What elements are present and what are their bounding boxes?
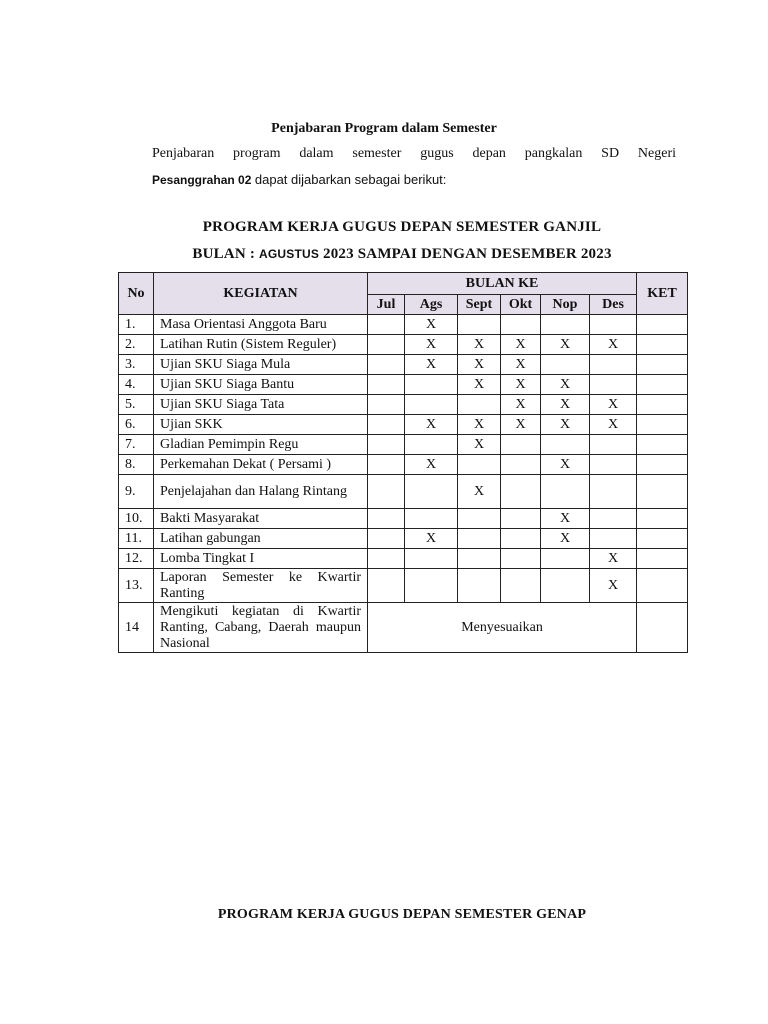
month-mark: X: [590, 395, 637, 415]
month-mark: X: [590, 415, 637, 435]
month-mark: [405, 549, 458, 569]
header-month: Nop: [541, 295, 590, 315]
table-row: [119, 355, 688, 375]
subtitle-period: [0, 246, 768, 263]
month-mark: [590, 475, 637, 509]
month-mark: [405, 475, 458, 509]
row-kegiatan: Penjelajahan dan Halang Rintang: [154, 475, 368, 509]
month-mark: X: [405, 415, 458, 435]
month-mark: [501, 455, 541, 475]
school-name: Pesanggrahan 02: [152, 173, 252, 187]
month-mark: [501, 569, 541, 603]
month-mark: X: [541, 415, 590, 435]
month-mark: [590, 435, 637, 455]
month-mark: [541, 475, 590, 509]
month-mark: [590, 529, 637, 549]
month-mark: [368, 435, 405, 455]
month-mark: [368, 529, 405, 549]
month-mark: [541, 549, 590, 569]
month-mark: [368, 395, 405, 415]
month-mark: X: [501, 395, 541, 415]
row-kegiatan: Laporan Semester ke Kwartir Ranting: [154, 569, 368, 603]
month-mark: [458, 529, 501, 549]
row-ket: [637, 549, 688, 569]
table-row: [119, 435, 688, 455]
month-mark: [590, 355, 637, 375]
month-mark: X: [405, 529, 458, 549]
header-month: Ags: [405, 295, 458, 315]
row-ket: [637, 415, 688, 435]
row-ket: [637, 355, 688, 375]
subtitle-prefix: BULAN :: [192, 246, 256, 262]
month-mark: [458, 549, 501, 569]
month-mark: [501, 549, 541, 569]
month-mark: X: [590, 549, 637, 569]
table-row: [119, 335, 688, 355]
month-mark: [405, 509, 458, 529]
month-mark: [501, 435, 541, 455]
header-month: Des: [590, 295, 637, 315]
row-number: 2.: [119, 335, 154, 355]
title-semester-ganjil: PROGRAM KERJA GUGUS DEPAN SEMESTER GANJIL: [202, 219, 602, 235]
table-row: [119, 549, 688, 569]
month-mark: X: [458, 475, 501, 509]
row-ket: [637, 375, 688, 395]
month-mark: X: [541, 395, 590, 415]
month-mark: [590, 315, 637, 335]
row-number: 12.: [119, 549, 154, 569]
intro-paragraph-line2: [152, 172, 446, 189]
row-ket: [637, 529, 688, 549]
row-ket: [637, 335, 688, 355]
row-kegiatan: Gladian Pemimpin Regu: [154, 435, 368, 455]
header-ket: KET: [637, 273, 688, 315]
month-mark: X: [501, 335, 541, 355]
month-mark: [368, 355, 405, 375]
row-number: 3.: [119, 355, 154, 375]
row-number: 7.: [119, 435, 154, 455]
month-mark: X: [501, 355, 541, 375]
month-mark: [368, 569, 405, 603]
row-ket: [637, 455, 688, 475]
row-kegiatan: Bakti Masyarakat: [154, 509, 368, 529]
table-row: [119, 395, 688, 415]
month-mark: [368, 375, 405, 395]
month-mark: [458, 395, 501, 415]
row-number: 11.: [119, 529, 154, 549]
month-mark: X: [541, 529, 590, 549]
month-mark: [501, 509, 541, 529]
subtitle-rest: 2023 SAMPAI DENGAN DESEMBER 2023: [323, 246, 612, 262]
row-ket: [637, 435, 688, 455]
table-row: [119, 455, 688, 475]
month-mark: [368, 549, 405, 569]
month-mark: [368, 475, 405, 509]
month-mark: [368, 415, 405, 435]
month-mark: [458, 455, 501, 475]
row-number: 4.: [119, 375, 154, 395]
row-merged-note: Menyesuaikan: [368, 603, 637, 653]
row-ket: [637, 395, 688, 415]
header-month: Okt: [501, 295, 541, 315]
table-body: [119, 315, 688, 653]
table-row: [119, 509, 688, 529]
month-mark: [541, 435, 590, 455]
month-mark: [458, 569, 501, 603]
row-ket: [637, 603, 688, 653]
table-row: [119, 569, 688, 603]
month-mark: [501, 529, 541, 549]
row-number: 14: [119, 603, 154, 653]
month-mark: [541, 355, 590, 375]
table-row: [119, 375, 688, 395]
month-mark: X: [590, 569, 637, 603]
month-mark: [405, 435, 458, 455]
row-kegiatan: Ujian SKU Siaga Bantu: [154, 375, 368, 395]
row-ket: [637, 475, 688, 509]
month-mark: X: [541, 375, 590, 395]
month-mark: [458, 509, 501, 529]
month-mark: [368, 509, 405, 529]
month-mark: [590, 455, 637, 475]
intro-paragraph-rest: dapat dijabarkan sebagai berikut:: [254, 172, 447, 187]
month-mark: X: [458, 415, 501, 435]
row-ket: [637, 509, 688, 529]
row-number: 8.: [119, 455, 154, 475]
row-number: 9.: [119, 475, 154, 509]
month-mark: [590, 375, 637, 395]
row-kegiatan: Latihan gabungan: [154, 529, 368, 549]
program-table: [118, 272, 688, 653]
title-semester-genap: PROGRAM KERJA GUGUS DEPAN SEMESTER GENAP: [217, 907, 587, 922]
month-mark: [405, 375, 458, 395]
row-number: 6.: [119, 415, 154, 435]
month-mark: X: [405, 355, 458, 375]
header-kegiatan: KEGIATAN: [154, 273, 368, 315]
month-mark: X: [405, 335, 458, 355]
month-mark: X: [458, 355, 501, 375]
subtitle-month-start: AGUSTUS: [258, 247, 320, 261]
intro-paragraph-line1: Penjabaran program dalam semester gugus depan pangkalan SD Negeri: [152, 146, 676, 161]
row-number: 13.: [119, 569, 154, 603]
month-mark: [368, 335, 405, 355]
header-month: Jul: [368, 295, 405, 315]
month-mark: [541, 315, 590, 335]
row-kegiatan: Mengikuti kegiatan di Kwartir Ranting, Cabang, Daerah maupun Nasional: [154, 603, 368, 653]
month-mark: X: [541, 455, 590, 475]
header-no: No: [119, 273, 154, 315]
table-row: [119, 475, 688, 509]
month-mark: X: [501, 415, 541, 435]
row-kegiatan: Perkemahan Dekat ( Persami ): [154, 455, 368, 475]
month-mark: X: [405, 315, 458, 335]
table-row: [119, 315, 688, 335]
month-mark: [501, 315, 541, 335]
month-mark: X: [405, 455, 458, 475]
month-mark: [368, 455, 405, 475]
month-mark: X: [458, 335, 501, 355]
row-kegiatan: Ujian SKU Siaga Mula: [154, 355, 368, 375]
row-kegiatan: Masa Orientasi Anggota Baru: [154, 315, 368, 335]
table-row: [119, 529, 688, 549]
row-ket: [637, 315, 688, 335]
row-number: 1.: [119, 315, 154, 335]
month-mark: [590, 509, 637, 529]
row-number: 5.: [119, 395, 154, 415]
month-mark: X: [501, 375, 541, 395]
month-mark: X: [541, 335, 590, 355]
row-kegiatan: Latihan Rutin (Sistem Reguler): [154, 335, 368, 355]
month-mark: X: [541, 509, 590, 529]
table-row-14: [119, 603, 688, 653]
row-ket: [637, 569, 688, 603]
table-row: [119, 415, 688, 435]
row-kegiatan: Ujian SKU Siaga Tata: [154, 395, 368, 415]
month-mark: [541, 569, 590, 603]
header-bulan-ke: BULAN KE: [368, 273, 637, 295]
month-mark: X: [458, 375, 501, 395]
row-kegiatan: Ujian SKK: [154, 415, 368, 435]
month-mark: [405, 569, 458, 603]
month-mark: [501, 475, 541, 509]
month-mark: X: [590, 335, 637, 355]
header-month: Sept: [458, 295, 501, 315]
section-heading: Penjabaran Program dalam Semester: [271, 121, 497, 136]
month-mark: [368, 315, 405, 335]
row-kegiatan: Lomba Tingkat I: [154, 549, 368, 569]
row-number: 10.: [119, 509, 154, 529]
month-mark: X: [458, 435, 501, 455]
month-mark: [405, 395, 458, 415]
month-mark: [458, 315, 501, 335]
